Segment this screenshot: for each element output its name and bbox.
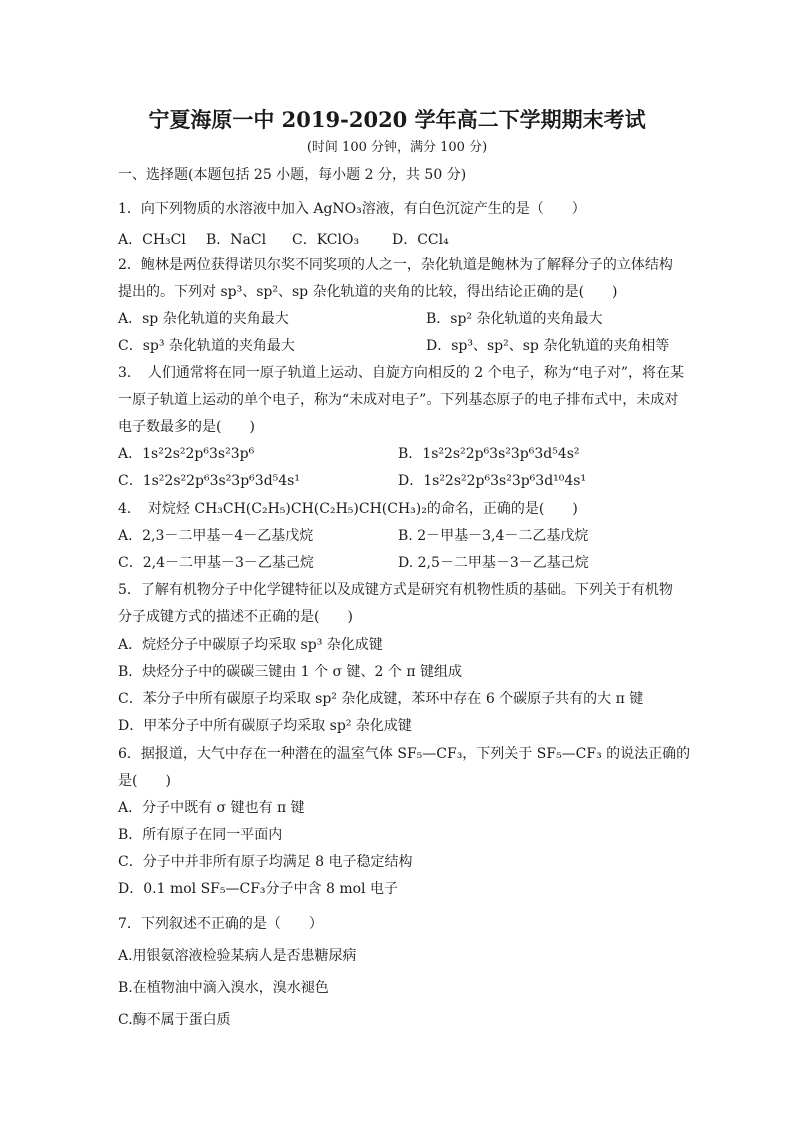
q4-option-b: B. 2－甲基－3,4－二乙基戊烷 (398, 528, 589, 544)
q2-option-a: A．sp 杂化轨道的夹角最大 (118, 311, 289, 327)
q4-stem: 4． 对烷烃 CH₃CH(C₂H₅)CH(C₂H₅)CH(CH₃)₂的命名，正确的是( ) (118, 501, 578, 517)
q5-stem-line2: 分子成键方式的描述不正确的是( ) (118, 609, 353, 625)
q3-option-c: C．1s²2s²2p⁶3s²3p⁶3d⁵4s¹ (118, 473, 300, 489)
q1-option-d: D．CCl₄ (392, 232, 449, 248)
q5-option-b: B．炔烃分子中的碳碳三键由 1 个 σ 键、2 个 π 键组成 (118, 664, 463, 680)
exam-subtitle: (时间 100 分钟，满分 100 分) (306, 140, 488, 155)
section-heading: 一、选择题(本题包括 25 小题，每小题 2 分，共 50 分) (118, 167, 467, 183)
q6-stem-line1: 6．据报道，大气中存在一种潜在的温室气体 SF₅—CF₃，下列关于 SF₅—CF₃ 的说法正确的 (118, 746, 691, 762)
q5-option-c: C．苯分子中所有碳原子均采取 sp² 杂化成键，苯环中存在 6 个碳原子共有的大 π 键 (118, 691, 644, 707)
q6-option-b: B．所有原子在同一平面内 (118, 827, 283, 843)
q1-option-c: C．KClO₃ (292, 232, 360, 248)
q7-option-a: A.用银氨溶液检验某病人是否患糖尿病 (118, 948, 357, 964)
q6-option-c: C．分子中并非所有原子均满足 8 电子稳定结构 (118, 854, 413, 870)
q2-option-d: D．sp³、sp²、sp 杂化轨道的夹角相等 (426, 338, 670, 354)
q2-stem-line2: 提出的。下列对 sp³、sp²、sp 杂化轨道的夹角的比较，得出结论正确的是( ) (118, 284, 618, 300)
q6-stem-line2: 是( ) (118, 773, 171, 789)
q6-option-a: A．分子中既有 σ 键也有 π 键 (118, 800, 305, 816)
q5-stem-line1: 5．了解有机物分子中化学键特征以及成键方式是研究有机物性质的基础。下列关于有机物 (118, 582, 673, 598)
q1-options (118, 231, 449, 249)
q2-option-c: C．sp³ 杂化轨道的夹角最大 (118, 338, 295, 354)
q1-option-b: B．NaCl (206, 232, 267, 248)
q3-option-b: B．1s²2s²2p⁶3s²3p⁶3d⁵4s² (398, 446, 580, 462)
q4-option-c: C．2,4－二甲基－3－乙基己烷 (118, 555, 314, 571)
q4-option-d: D. 2,5－二甲基－3－乙基己烷 (398, 555, 589, 571)
q1-stem: 1．向下列物质的水溶液中加入 AgNO₃溶液，有白色沉淀产生的是（ ） (118, 201, 586, 217)
q3-stem-line2: 一原子轨道上运动的单个电子，称为“未成对电子”。下列基态原子的电子排布式中，未成对 (118, 392, 679, 408)
q3-stem-line1: 3． 人们通常将在同一原子轨道上运动、自旋方向相反的 2 个电子，称为“电子对”，将在某 (118, 365, 685, 381)
q1-option-a: A．CH₃Cl (118, 232, 186, 248)
q2-stem-line1: 2．鲍林是两位获得诺贝尔奖不同奖项的人之一，杂化轨道是鲍林为了解释分子的立体结构 (118, 257, 673, 273)
q7-stem: 7．下列叙述不正确的是（ ） (118, 916, 323, 932)
q3-option-a: A．1s²2s²2p⁶3s²3p⁶ (118, 446, 255, 462)
q5-option-d: D．甲苯分子中所有碳原子均采取 sp² 杂化成键 (118, 718, 412, 734)
q5-option-a: A．烷烃分子中碳原子均采取 sp³ 杂化成键 (118, 637, 383, 653)
q7-option-b: B.在植物油中滴入溴水，溴水褪色 (118, 980, 329, 996)
q4-option-a: A．2,3－二甲基－4－乙基戊烷 (118, 528, 314, 544)
q2-option-b: B．sp² 杂化轨道的夹角最大 (426, 311, 603, 327)
q3-option-d: D．1s²2s²2p⁶3s²3p⁶3d¹⁰4s¹ (398, 473, 587, 489)
q7-option-c: C.酶不属于蛋白质 (118, 1012, 231, 1028)
page-title: 宁夏海原一中 2019-2020 学年高二下学期期末考试 (148, 107, 646, 132)
q6-option-d: D．0.1 mol SF₅—CF₃分子中含 8 mol 电子 (118, 881, 398, 897)
q3-stem-line3: 电子数最多的是( ) (118, 419, 255, 435)
